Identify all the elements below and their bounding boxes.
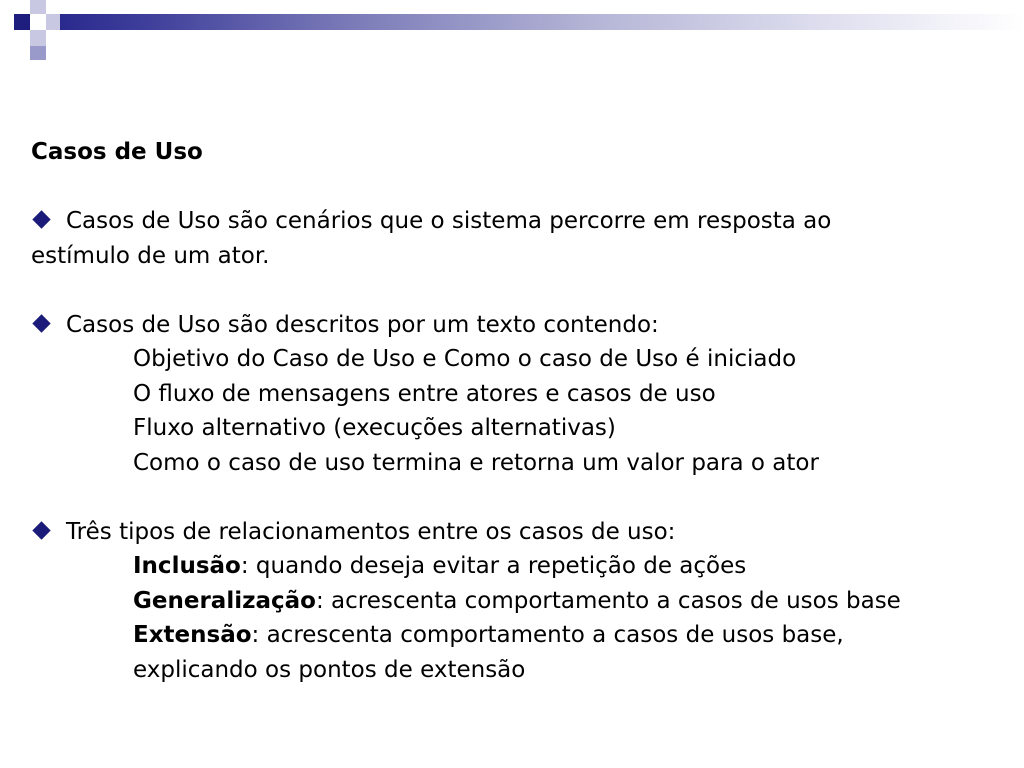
sub-item: Objetivo do Caso de Uso e Como o caso de Uso é iniciado	[133, 346, 797, 372]
bullet-2-text: Casos de Uso são descritos por um texto contendo:	[66, 311, 659, 338]
banner-square-light	[30, 30, 46, 46]
banner-square-mid	[30, 46, 46, 60]
relation-extension	[31, 618, 1011, 653]
relation-desc: : acrescenta comportamento a casos de usos base,	[251, 622, 844, 648]
diamond-bullet-icon	[32, 521, 50, 539]
decorative-banner	[0, 0, 1024, 60]
relation-term: Inclusão	[133, 553, 241, 579]
relation-inclusion	[31, 549, 1011, 584]
relation-desc: : acrescenta comportamento a casos de usos base	[315, 587, 901, 614]
bullet-3	[31, 515, 1011, 550]
relation-desc: : quando deseja evitar a repetição de ações	[240, 553, 747, 579]
banner-square-dark	[14, 14, 30, 30]
sub-item: Fluxo alternativo (execuções alternativas)	[133, 415, 616, 441]
bullet-3-text: Três tipos de relacionamentos entre os casos de uso:	[66, 518, 676, 545]
banner-square-light	[30, 0, 46, 14]
banner-square-light	[46, 14, 60, 30]
diamond-bullet-icon	[32, 210, 50, 228]
relation-generalization	[31, 584, 1011, 619]
diamond-bullet-icon	[32, 314, 50, 332]
sub-item: Como o caso de uso termina e retorna um valor para o ator	[133, 449, 819, 476]
bullet-1-text: Casos de Uso são cenários que o sistema percorre em resposta ao	[66, 208, 832, 234]
bullet-1-continuation: estímulo de um ator.	[31, 242, 270, 269]
relation-term: Generalização	[133, 587, 316, 614]
relation-term: Extensão	[133, 622, 252, 648]
bullet-1	[31, 204, 1011, 239]
sub-item: O fluxo de mensagens entre atores e casos de uso	[133, 380, 716, 407]
slide-title: Casos de Uso	[31, 139, 203, 165]
bullet-2	[31, 308, 1011, 343]
relation-extension-continuation: explicando os pontos de extensão	[133, 656, 526, 683]
banner-gradient-bar	[60, 14, 1024, 30]
slide-content	[31, 135, 1011, 687]
